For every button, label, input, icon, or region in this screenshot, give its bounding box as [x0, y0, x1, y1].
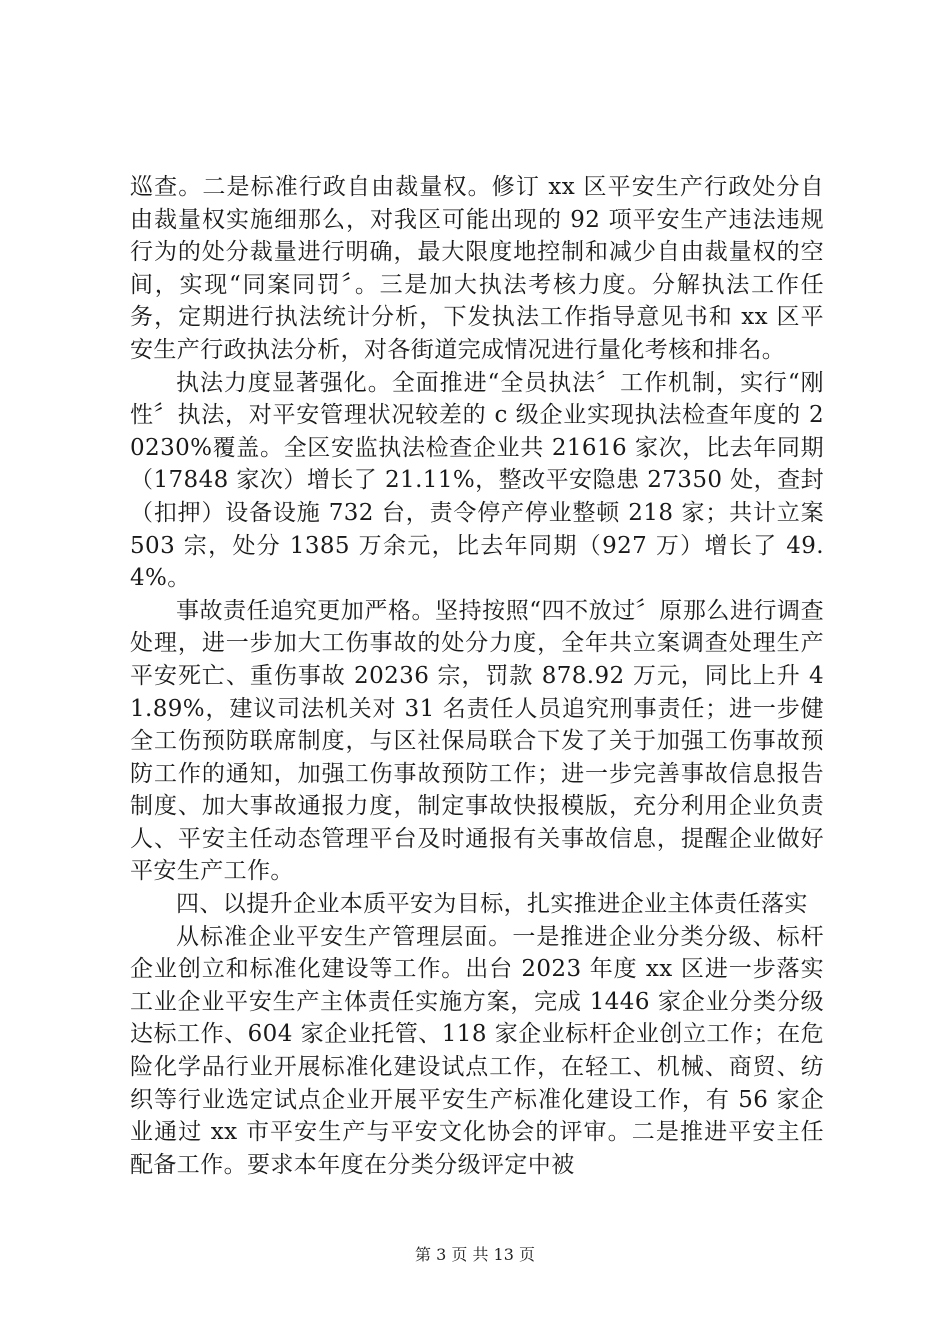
page-footer: 第 3 页 共 13 页 [415, 1245, 535, 1264]
paragraph-2: 执法力度显著强化。全面推进“全员执法〞工作机制，实行“刚性〞执法，对平安管理状况较差的 c 级企业实现执法检查年度的 20230%覆盖。全区安监执法检查企业共 21616 家次，比去年同期（17848 家次）增长了 21.11%，整改平安隐患 27350 处，查封（扣押）设备设施 732 台，责令停产停业整顿 218 家；共计立案 503 宗，处分 1385 万余元，比去年同期（927 万）增长了 49.4%。 [130, 369, 824, 592]
paragraph-3: 事故责任追究更加严格。坚持按照“四不放过〞原那么进行调查处理，进一步加大工伤事故的处分力度，全年共立案调查处理生产平安死亡、重伤事故 20236 宗，罚款 878.92 万元，同比上升 41.89%，建议司法机关对 31 名责任人员追究刑事责任；进一步健全工伤预防联席制度，与区社保局联合下发了关于加强工伤事故预防工作的通知，加强工伤事故预防工作；进一步完善事故信息报告制度、加大事故通报力度，制定事故快报模版，充分利用企业负责人、平安主任动态管理平台及时通报有关事故信息，提醒企业做好平安生产工作。 [130, 597, 824, 885]
section-heading: 四、以提升企业本质平安为目标，扎实推进企业主体责任落实 [176, 891, 808, 918]
paragraph-1: 巡查。二是标准行政自由裁量权。修订 xx 区平安生产行政处分自由裁量权实施细那么，对我区可能出现的 92 项平安生产违法违规行为的处分裁量进行明确，最大限度地控制和减少自由裁量权的空间，实现“同案同罚〞。三是加大执法考核力度。分解执法工作任务，定期进行执法统计分析，下发执法工作指导意见书和 xx 区平安生产行政执法分析，对各街道完成情况进行量化考核和排名。 [130, 174, 824, 363]
paragraph-4: 从标准企业平安生产管理层面。一是推进企业分类分级、标杆企业创立和标准化建设等工作。出台 2023 年度 xx 区进一步落实工业企业平安生产主体责任实施方案，完成 1446 家企业分类分级达标工作、604 家企业托管、118 家企业标杆企业创立工作；在危险化学品行业开展标准化建设试点工作，在轻工、机械、商贸、纺织等行业选定试点企业开展平安生产标准化建设工作，有 56 家企业通过 xx 市平安生产与平安文化协会的评审。二是推进平安主任配备工作。要求本年度在分类分级评定中被 [130, 923, 824, 1178]
document-body [130, 171, 824, 1181]
